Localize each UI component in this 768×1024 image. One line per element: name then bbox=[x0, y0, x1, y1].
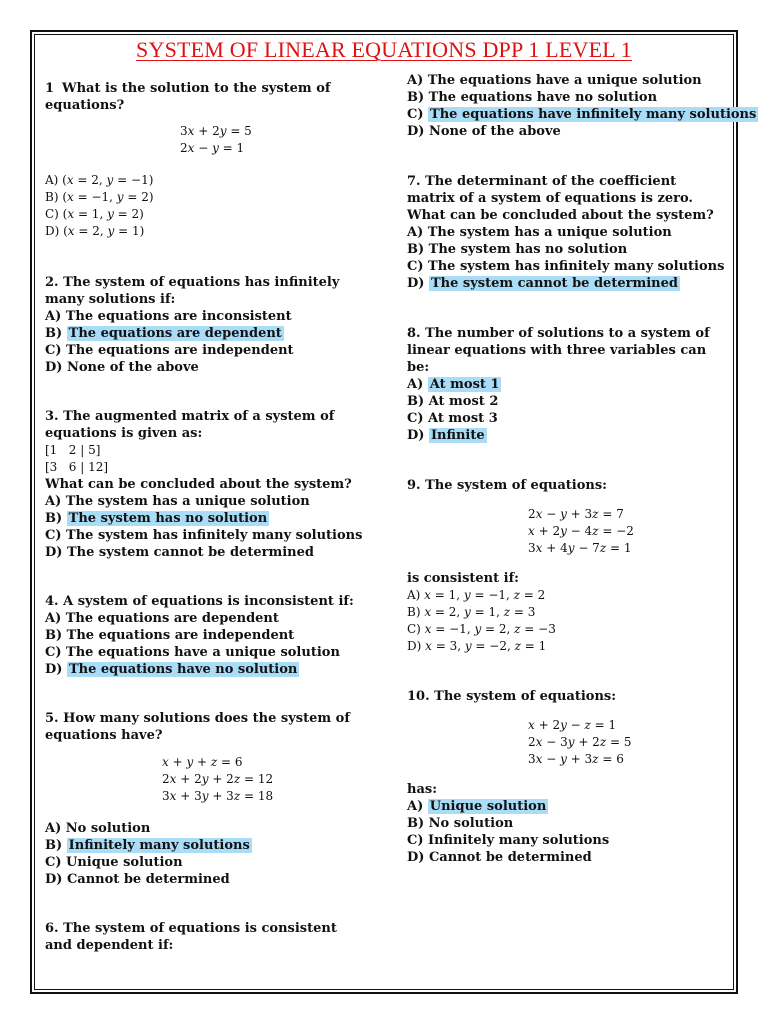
question-3-prompt: What can be concluded about the system? bbox=[45, 477, 352, 492]
question-8-text: 8. The number of solutions to a system of linear equations with three variables can be: bbox=[407, 326, 710, 375]
question-9-text: 9. The system of equations: bbox=[407, 478, 607, 493]
option-a[interactable]: A) No solution bbox=[45, 821, 151, 836]
matrix-row: [1 2 | 5] bbox=[45, 443, 101, 457]
highlighted-answer: Infinitely many solutions bbox=[68, 838, 250, 853]
option-d[interactable]: D) The system cannot be determined bbox=[407, 276, 678, 291]
question-10-text: 10. The system of equations: bbox=[407, 689, 617, 704]
option-b[interactable]: B) At most 2 bbox=[407, 394, 499, 409]
question-4-text: 4. A system of equations is inconsistent if: bbox=[45, 594, 354, 609]
question-6 bbox=[45, 920, 365, 954]
highlighted-answer: Unique solution bbox=[429, 799, 547, 814]
question-5 bbox=[45, 710, 365, 888]
question-5-equations bbox=[45, 754, 365, 805]
option-c[interactable]: C) The system has infinitely many solutions bbox=[45, 528, 363, 543]
option-d[interactable]: D) (𝑥 = 2, 𝑦 = 1) bbox=[45, 224, 145, 238]
equation: 3𝑥 − 𝑦 + 3𝑧 = 6 bbox=[528, 752, 624, 766]
equation: 3𝑥 + 4𝑦 − 7𝑧 = 1 bbox=[528, 541, 632, 555]
question-10 bbox=[407, 688, 727, 866]
option-b[interactable]: B) The system has no solution bbox=[407, 242, 628, 257]
option-b[interactable]: B) 𝑥 = 2, 𝑦 = 1, 𝑧 = 3 bbox=[407, 605, 536, 619]
highlighted-answer: At most 1 bbox=[429, 377, 500, 392]
question-1-equations bbox=[45, 123, 365, 157]
question-7-text: 7. The determinant of the coefficient matrix of a system of equations is zero. What can be concluded about the system? bbox=[407, 174, 714, 223]
option-c[interactable]: C) (𝑥 = 1, 𝑦 = 2) bbox=[45, 207, 144, 221]
option-a[interactable]: A) The system has a unique solution bbox=[45, 494, 310, 509]
highlighted-answer: The equations have infinitely many solutions bbox=[430, 107, 757, 122]
equation: 3𝑥 + 2𝑦 = 5 bbox=[180, 124, 252, 138]
option-c[interactable]: C) The equations have a unique solution bbox=[45, 645, 340, 660]
highlighted-answer: The equations are dependent bbox=[68, 326, 282, 341]
highlighted-answer: The equations have no solution bbox=[68, 662, 298, 677]
matrix-row: [3 6 | 12] bbox=[45, 460, 109, 474]
option-c[interactable]: C) At most 3 bbox=[407, 411, 498, 426]
option-c[interactable]: C) Infinitely many solutions bbox=[407, 833, 610, 848]
page-title: SYSTEM OF LINEAR EQUATIONS DPP 1 LEVEL 1 bbox=[136, 37, 632, 62]
equation: 𝑥 + 𝑦 + 𝑧 = 6 bbox=[162, 755, 243, 769]
equation: 3𝑥 + 3𝑦 + 3𝑧 = 18 bbox=[162, 789, 274, 803]
option-b[interactable]: B) Infinitely many solutions bbox=[45, 838, 250, 853]
option-a[interactable]: A) Unique solution bbox=[407, 799, 547, 814]
option-a[interactable]: A) The equations are dependent bbox=[45, 611, 279, 626]
option-b[interactable]: B) The equations have no solution bbox=[407, 90, 658, 105]
option-c[interactable]: C) 𝑥 = −1, 𝑦 = 2, 𝑧 = −3 bbox=[407, 622, 556, 636]
question-9-equations bbox=[407, 506, 727, 557]
question-10-equations bbox=[407, 717, 727, 768]
question-9 bbox=[407, 477, 727, 655]
option-d[interactable]: D) 𝑥 = 3, 𝑦 = −2, 𝑧 = 1 bbox=[407, 639, 547, 653]
option-c[interactable]: C) The equations are independent bbox=[45, 343, 294, 358]
question-1 bbox=[45, 80, 365, 240]
question-8 bbox=[407, 325, 727, 444]
equation: 𝑥 + 2𝑦 − 4𝑧 = −2 bbox=[528, 524, 634, 538]
question-9-prompt: is consistent if: bbox=[407, 571, 519, 586]
option-a[interactable]: A) (𝑥 = 2, 𝑦 = −1) bbox=[45, 173, 154, 187]
option-d[interactable]: D) Cannot be determined bbox=[407, 850, 592, 865]
option-d[interactable]: D) None of the above bbox=[45, 360, 199, 375]
option-d[interactable]: D) The system cannot be determined bbox=[45, 545, 314, 560]
option-c[interactable]: C) The system has infinitely many solutions bbox=[407, 259, 725, 274]
highlighted-answer: Infinite bbox=[430, 428, 485, 443]
option-b[interactable]: B) The system has no solution bbox=[45, 511, 268, 526]
equation: 2𝑥 − 3𝑦 + 2𝑧 = 5 bbox=[528, 735, 632, 749]
question-9-options bbox=[407, 587, 727, 655]
question-6-options bbox=[407, 72, 757, 140]
question-6-text: 6. The system of equations is consistent and dependent if: bbox=[45, 921, 337, 953]
equation: 2𝑥 − 𝑦 + 3𝑧 = 7 bbox=[528, 507, 624, 521]
highlighted-answer: The system cannot be determined bbox=[430, 276, 678, 291]
option-b[interactable]: B) No solution bbox=[407, 816, 514, 831]
question-10-prompt: has: bbox=[407, 782, 437, 797]
right-column bbox=[407, 72, 757, 866]
equation: 2𝑥 − 𝑦 = 1 bbox=[180, 141, 245, 155]
question-5-text: 5. How many solutions does the system of equations have? bbox=[45, 711, 350, 743]
question-7 bbox=[407, 173, 727, 292]
option-b[interactable]: B) The equations are independent bbox=[45, 628, 295, 643]
option-b[interactable]: B) The equations are dependent bbox=[45, 326, 282, 341]
question-1-text: 1 What is the solution to the system of equations? bbox=[45, 81, 331, 113]
equation: 2𝑥 + 2𝑦 + 2𝑧 = 12 bbox=[162, 772, 274, 786]
option-a[interactable]: A) At most 1 bbox=[407, 377, 500, 392]
highlighted-answer: The system has no solution bbox=[68, 511, 268, 526]
option-c[interactable]: C) The equations have infinitely many solutions bbox=[407, 107, 757, 122]
option-d[interactable]: D) The equations have no solution bbox=[45, 662, 298, 677]
option-b[interactable]: B) (𝑥 = −1, 𝑦 = 2) bbox=[45, 190, 154, 204]
option-a[interactable]: A) 𝑥 = 1, 𝑦 = −1, 𝑧 = 2 bbox=[407, 588, 546, 602]
equation: 𝑥 + 2𝑦 − 𝑧 = 1 bbox=[528, 718, 617, 732]
option-a[interactable]: A) The equations have a unique solution bbox=[407, 73, 702, 88]
option-d[interactable]: D) Infinite bbox=[407, 428, 485, 443]
option-a[interactable]: A) The system has a unique solution bbox=[407, 225, 672, 240]
option-d[interactable]: D) None of the above bbox=[407, 124, 561, 139]
option-d[interactable]: D) Cannot be determined bbox=[45, 872, 230, 887]
option-a[interactable]: A) The equations are inconsistent bbox=[45, 309, 292, 324]
question-1-options bbox=[45, 172, 365, 240]
option-c[interactable]: C) Unique solution bbox=[45, 855, 183, 870]
question-2 bbox=[45, 274, 365, 376]
question-4 bbox=[45, 593, 365, 678]
question-2-text: 2. The system of equations has infinitely many solutions if: bbox=[45, 275, 340, 307]
question-3 bbox=[45, 408, 365, 561]
question-3-text: 3. The augmented matrix of a system of equations is given as: bbox=[45, 409, 335, 441]
left-column bbox=[45, 80, 365, 954]
